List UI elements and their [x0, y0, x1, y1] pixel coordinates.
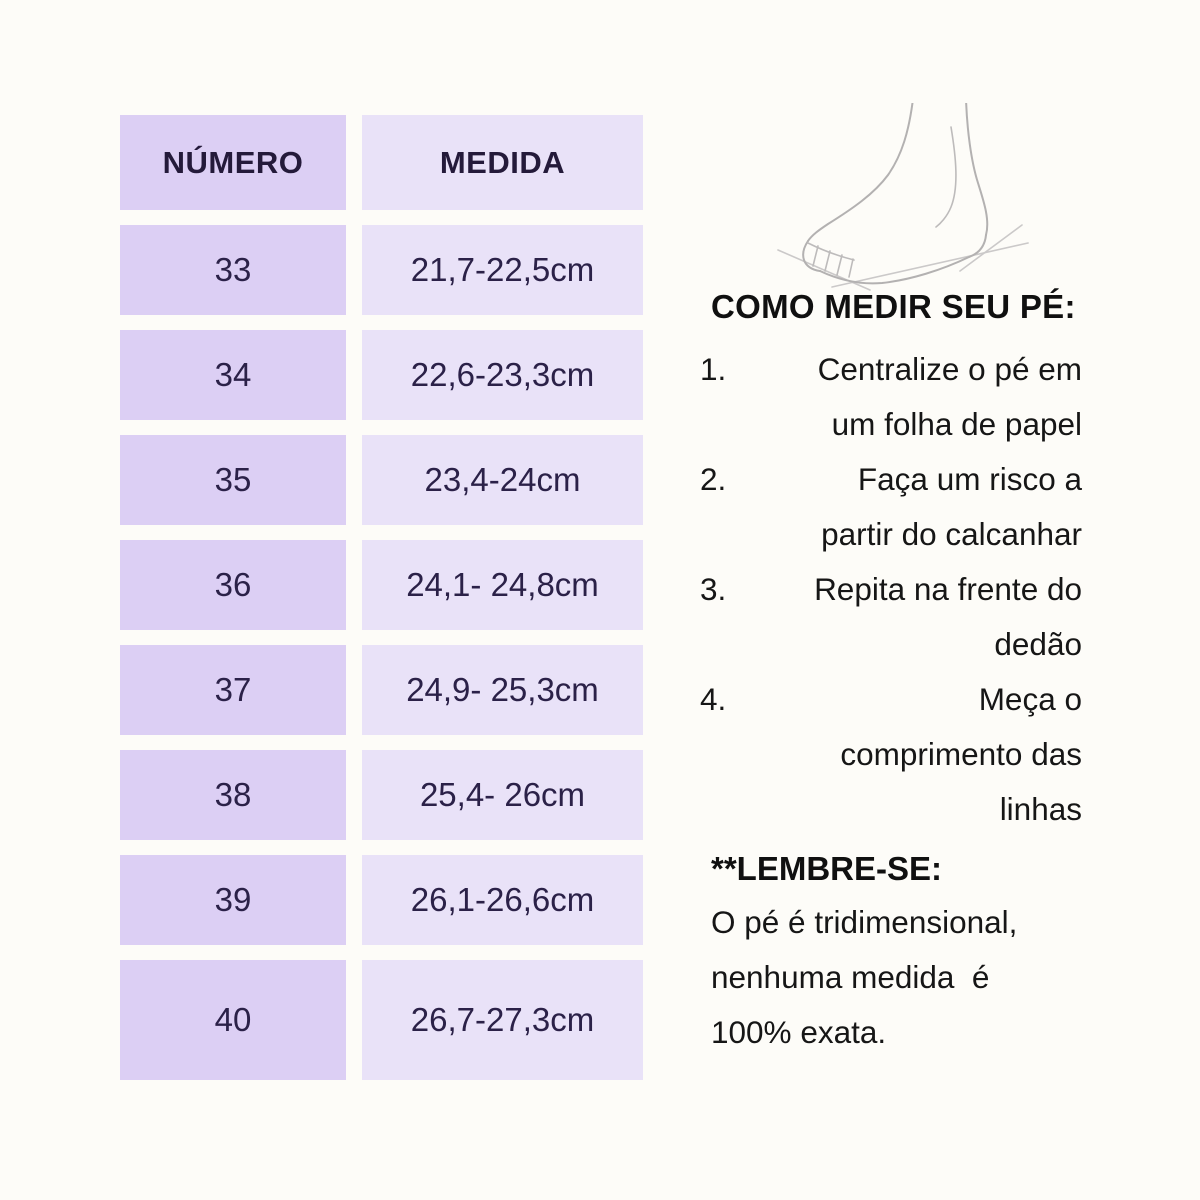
step-text: Repita na frente do dedão: [814, 571, 1082, 662]
step-number: 2.: [700, 461, 727, 497]
medida-cell: 24,1- 24,8cm: [362, 540, 643, 630]
medida-cell: 21,7-22,5cm: [362, 225, 643, 315]
numero-cell: 38: [120, 750, 346, 840]
reminder-title: **LEMBRE-SE:: [711, 850, 943, 887]
step-number: 1.: [700, 351, 727, 387]
guide-title: COMO MEDIR SEU PÉ:: [711, 288, 1076, 325]
numero-cell: 40: [120, 960, 346, 1080]
size-table: [120, 115, 643, 1080]
reminder-line: O pé é tridimensional,: [711, 904, 1018, 940]
size-table-header-medida: MEDIDA: [362, 115, 643, 210]
step-text: Faça um risco a partir do calcanhar: [821, 461, 1082, 552]
numero-cell: 36: [120, 540, 346, 630]
medida-cell: 22,6-23,3cm: [362, 330, 643, 420]
reminder-line: nenhuma medida é: [711, 959, 990, 995]
step-item-2: [700, 452, 1082, 562]
reminder-line: 100% exata.: [711, 1014, 887, 1050]
numero-cell: 33: [120, 225, 346, 315]
numero-cell: 37: [120, 645, 346, 735]
step-text: Meça o comprimento das linhas: [840, 681, 1082, 827]
numero-cell: 35: [120, 435, 346, 525]
numero-cell: 34: [120, 330, 346, 420]
steps-list: [700, 342, 1082, 837]
size-table-header-numero: NÚMERO: [120, 115, 346, 210]
step-number: 3.: [700, 571, 727, 607]
step-item-4: [700, 672, 1082, 837]
foot-measurement-illustration-icon: [770, 103, 1050, 293]
reminder-note: [711, 843, 1091, 1060]
medida-cell: 24,9- 25,3cm: [362, 645, 643, 735]
step-item-3: [700, 562, 1082, 672]
medida-cell: 25,4- 26cm: [362, 750, 643, 840]
medida-cell: 23,4-24cm: [362, 435, 643, 525]
medida-cell: 26,1-26,6cm: [362, 855, 643, 945]
medida-cell: 26,7-27,3cm: [362, 960, 643, 1080]
step-number: 4.: [700, 681, 727, 717]
step-text: Centralize o pé em um folha de papel: [817, 351, 1082, 442]
step-item-1: [700, 342, 1082, 452]
numero-cell: 39: [120, 855, 346, 945]
